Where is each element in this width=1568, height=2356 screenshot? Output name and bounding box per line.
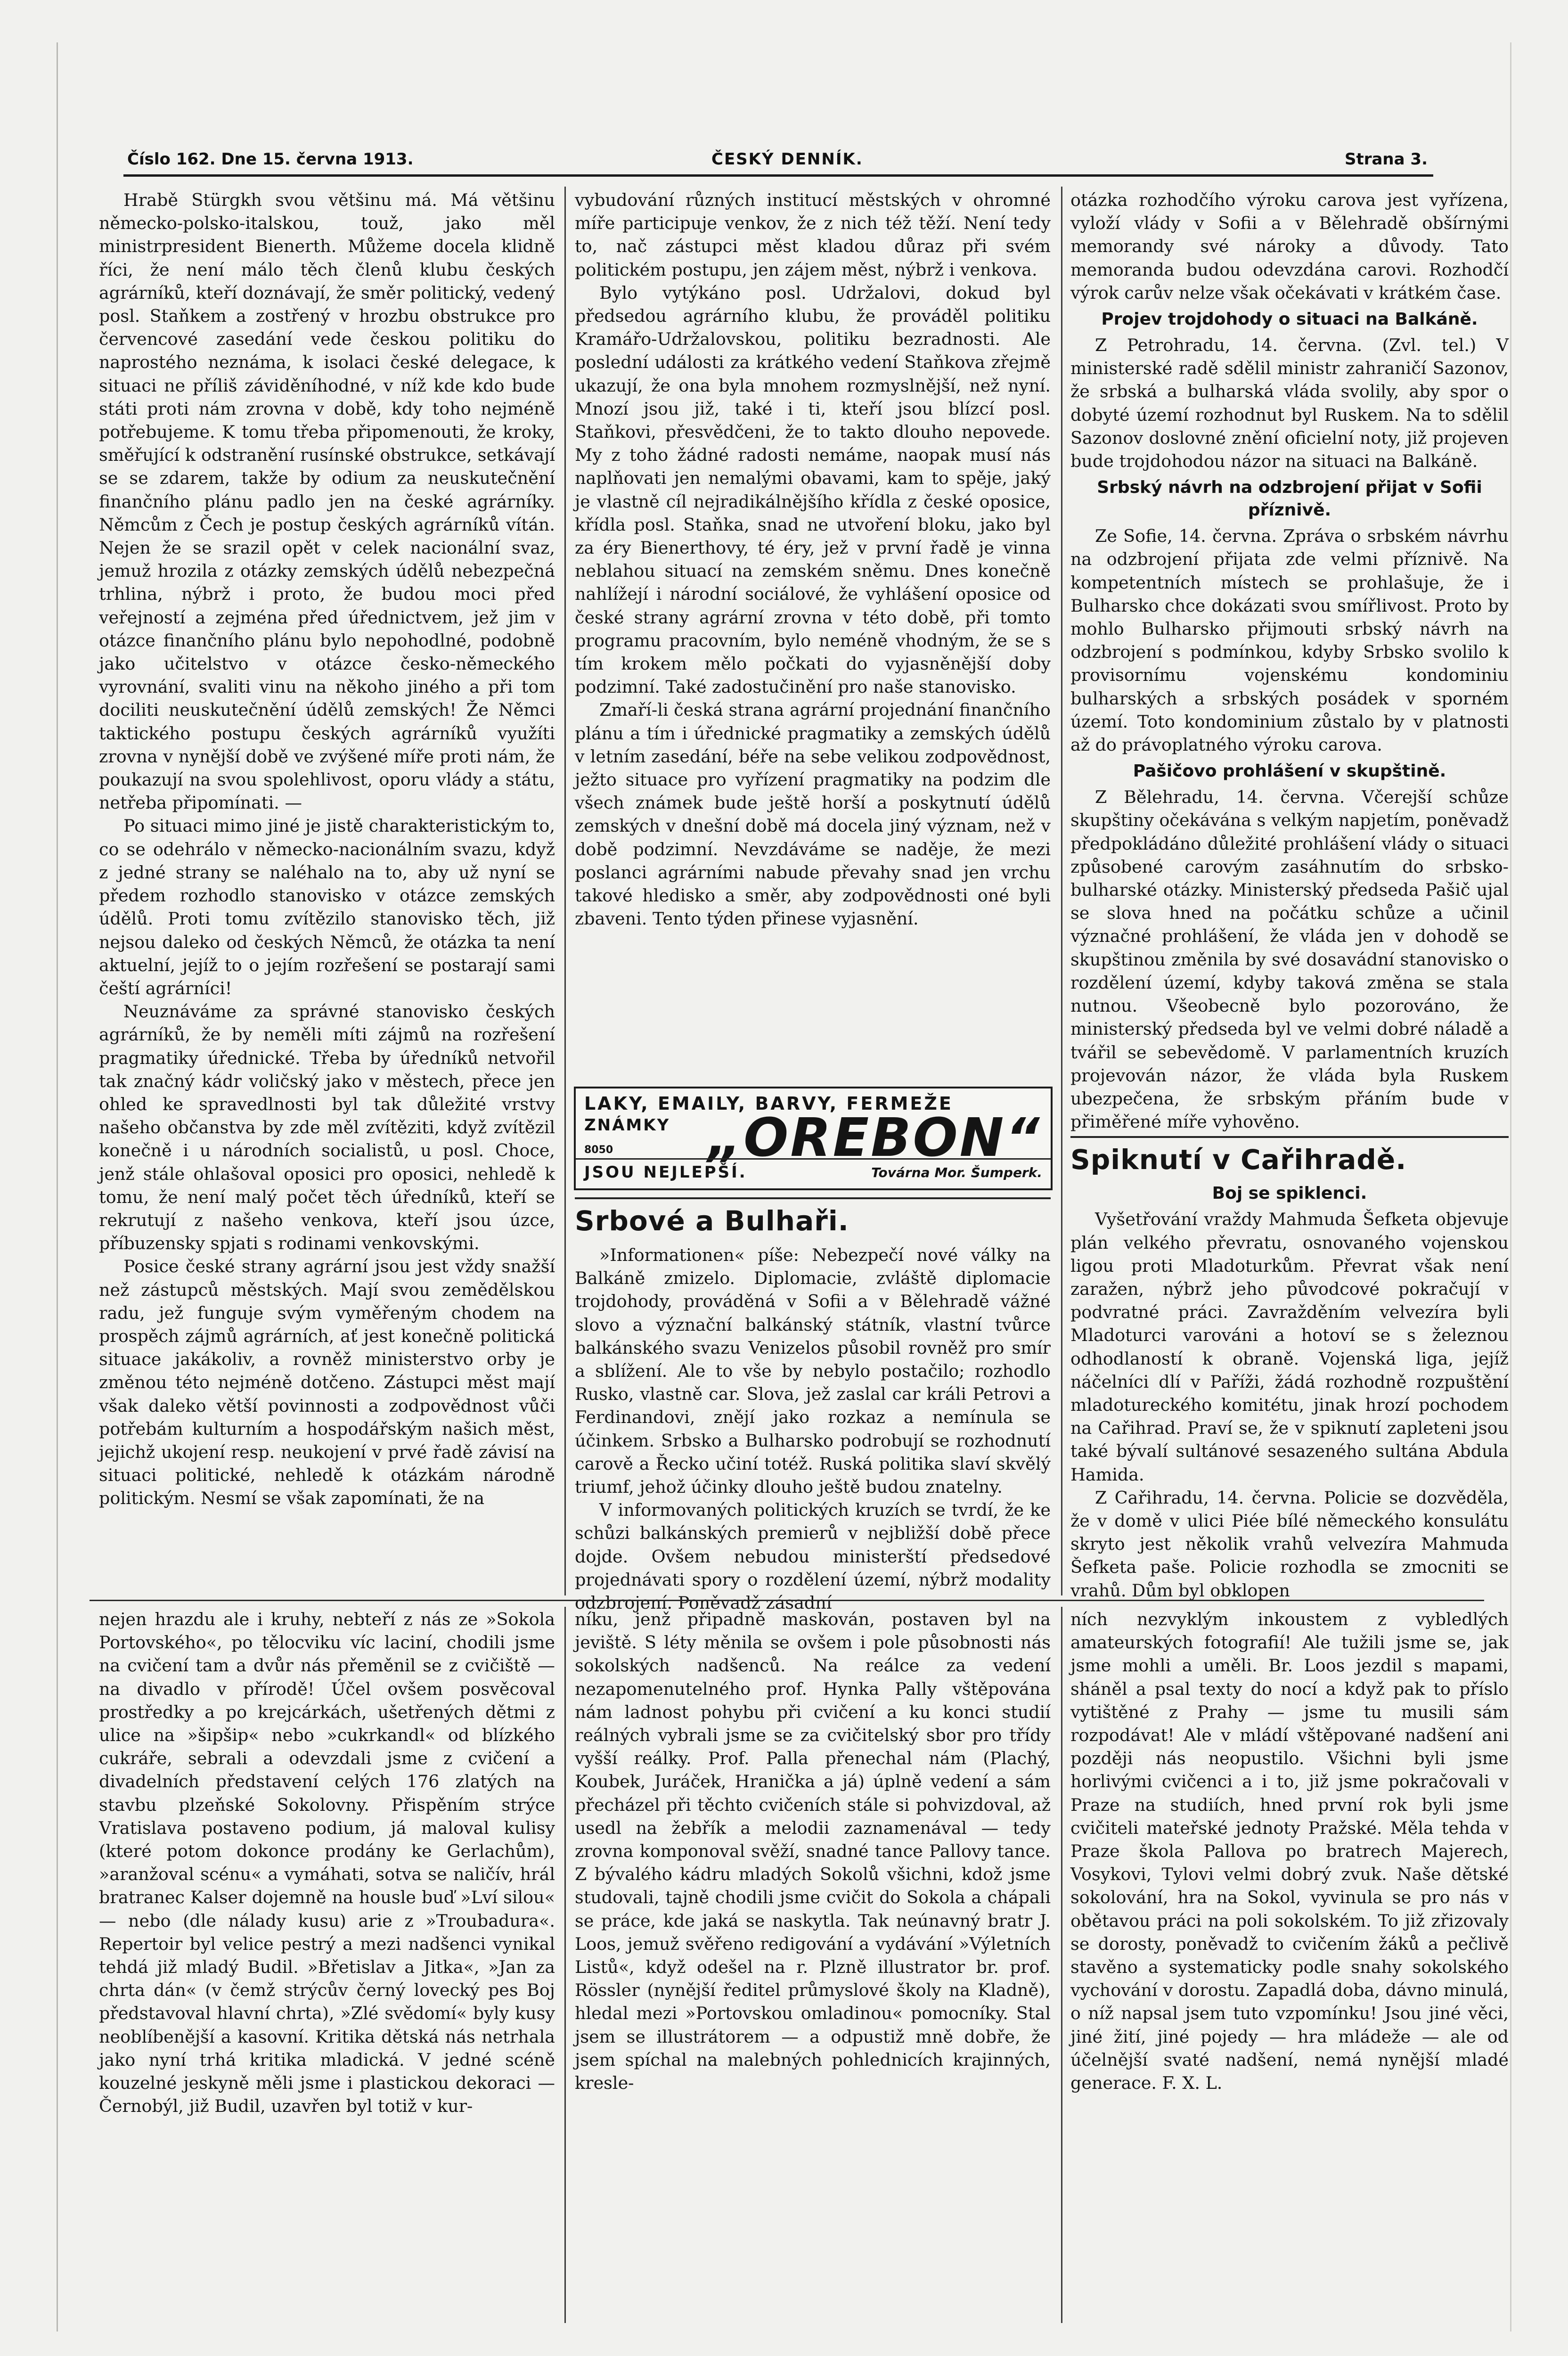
article-column-2 <box>575 188 1051 1074</box>
ad-number: 8050 <box>584 1144 613 1156</box>
ad-slogan: JSOU NEJLEPŠÍ. <box>584 1163 747 1182</box>
column-divider <box>1061 187 1062 1595</box>
column-divider <box>564 187 566 1595</box>
feuilleton-column-2 <box>575 1608 1051 2324</box>
article-paragraph: Posice české strany agrární jsou jest vždy snažší než zástupců městských. Mají svou zemědělskou radu, jež funguje svým vyměřeným chodem na prospěch zájmů agrárních, ať jest konečně politická situace jakákoliv, a rovněž ministerstvo orby je změnou této nejméně dotčeno. Zástupci měst mají však daleko větší povinnosti a zodpovědnost vůči potřebám kulturním a hospodářským našich měst, jejichž ukojení resp. neukojení v prvé řadě závisí na situaci politické, nehledě k otázkám národně politickým. Nesmí se však zapomínati, že na <box>99 1256 555 1509</box>
ad-factory: Továrna Mor. Šumperk. <box>871 1165 1042 1180</box>
article-paragraph: Z Petrohradu, 14. června. (Zvl. tel.) V ministerské radě sdělil ministr zahraničí Sazonov, že srbská a bulharská vláda svolily, aby spor o dobyté území rozhodnut byl Ruskem. Na to sdělil Sazonov doslovné znění oficielní noty, již projeven bude trojdohodou názor na situaci na Balkáně. <box>1070 335 1509 472</box>
feuilleton-column-3 <box>1070 1608 1509 2324</box>
subheading: Boj se spiklenci. <box>1212 1184 1367 1203</box>
section-heading: Srbové a Bulhaři. <box>575 1197 1051 1239</box>
ad-brand-name: „OREBON“ <box>708 1107 1042 1169</box>
article-paragraph: V informovaných politických kruzích se tvrdí, že ke schůzi balkánských premierů v nejbližší době přece dojde. Ovšem nebudou ministerští předsedové projednávati spory o rozdělení území, nýbrž modality odzbrojení. Poněvadž zásadní <box>575 1500 1051 1613</box>
feuilleton-column-1 <box>99 1608 555 2324</box>
ad-brand-label: ZNÁMKY <box>584 1116 670 1135</box>
feuilleton-paragraph: níku, jenž připadně maskován, postaven byl na jeviště. S léty měnila se ovšem i pole působnosti nás sokolských nadšenců. Na reálce za vedení nezapomenutelného prof. Hynka Pally vštěpována nám ladnost pohybu při cvičení a ku konci studií reálných vybrali jsme se za cvičitelský sbor pro třídy vyšší reálky. Prof. Palla přenechal nám (Plachý, Koubek, Juráček, Hranička a já) úplně vedení a sám přecházel při těchto cvičeních stále si pohvizdoval, až usedl na žebřík a melodii zaznamenával — tedy zrovna komponoval svěží, snadné tance Pallovy tance. Z bývalého kádru mladých Sokolů všichni, kdož jsme studovali, tajně chodili jsme cvičit do Sokola a chápali se práce, kde jaká se naskytla. Tak neúnavný bratr J. Loos, jemuž svěřeno redigování a vydávání »Výletních Listů«, když odešel na r. Plzně illustrator br. prof. Rössler (nynější ředitel průmyslové školy na Kladně), hledal mezi »Portovskou omladinou« pomocníky. Stal jsem se illustrátorem — a odpustiž mně dobře, že jsem spíchal na malebných pohlednicích krajinných, kresle- <box>575 1609 1051 2094</box>
ad-products: LAKY, EMAILY, BARVY, FERMEŽE <box>584 1093 953 1114</box>
subheading: Projev trojdohody o situaci na Balkáně. <box>1101 310 1478 329</box>
subheading: Srbský návrh na odzbrojení přijat v Sofii příznivě. <box>1097 478 1482 520</box>
article-paragraph: Hrabě Stürgkh svou většinu má. Má většinu německo-polsko-italskou, touž, jako měl ministrpresident Bienerth. Můžeme docela klidně říci, že není málo těch členů klubu českých agrárníků, kteří doznávají, že směr politický, vedený posl. Staňkem a zostřený v hrozbu obstrukce pro červencové zasedání vede českou politiku do naprostého neznáma, k isolaci české delegace, k situaci ne příliš záviděníhodné, v níž kde kdo bude státi proti nám zrovna v době, kdy toho nejméně potřebujeme. K tomu třeba připomenouti, že kroky, směřující k odstranění rusínské obstrukce, setkávají se se zdarem, takže by odium za neuskutečnění finančního plánu padlo jen na české agrárníky. Němcům z Čech je postup českých agrárníků vítán. Nejen že se srazil opět v celek nacionální svaz, jemuž hrozila z otázky zemských údělů nebezpečná trhlina, nýbrž i proto, že budou moci před veřejností a zejména před úřednictvem, jež jim v otázce finančního plánu bylo nepohodlné, podobně jako učitelstvo v otázce česko-německého vyrovnání, svaliti vinu na někoho jiného a při tom dociliti neuskutečnění údělů zemských! Že Němci taktického postupu českých agrárníků využíti zrovna v nynější době ve zvýšené míře proti nám, že poukazují na svou spolehlivost, oporu vlády a státu, netřeba připomínati. — <box>99 190 555 813</box>
orebon-advertisement <box>574 1087 1053 1190</box>
article-paragraph: vybudování různých institucí městských v ohromné míře participuje venkov, že z nich též těží. Není tedy to, nač zástupci měst kladou důraz při svém politickém postupu, jen zájem měst, nýbrž i venkova. <box>575 190 1051 280</box>
article-column-1 <box>99 188 555 1595</box>
issue-date: Číslo 162. Dne 15. června 1913. <box>127 150 414 169</box>
article-paragraph: Ze Sofie, 14. června. Zpráva o srbském návrhu na odzbrojení přijata zde velmi příznivě. Na kompetentních místech se prohlašuje, že i Bulharsko chce dokázati svou smířlivost. Proto by mohlo Bulharsko přijmouti srbský návrh na odzbrojení s podmínkou, kdyby Srbsko svolilo k provisornímu vojenskému kondominiu bulharských a srbských posádek v sporném území. Toto kondominium zůstalo by v platnosti až do právoplatného výroku carova. <box>1070 526 1509 755</box>
feuilleton-rule <box>90 1600 1484 1601</box>
article-paragraph: Neuznáváme za správné stanovisko českých agrárníků, že by neměli míti zájmů na rozřešení pragmatiky úřednické. Třeba by úředníků netvořil tak značný kádr voličský jako v městech, přece jen ohled ke spravedlnosti byl tak důležité vrstvy našeho občanstva by zde měl zvítěziti, když zvítězil konečně i u národních socialistů, u posl. Choce, jenž stále ohlašoval oposici pro oposici, nehledě k tomu, že není malý počet těch úředníků, kteří se rekrutují z našeho venkova, kteří jsou úzce, příbuzensky spjati s rodinami venkovskými. <box>99 1001 555 1254</box>
subheading: Pašičovo prohlášení v skupštině. <box>1133 761 1446 781</box>
newspaper-title: ČESKÝ DENNÍK. <box>711 150 863 169</box>
ad-divider <box>576 1158 1051 1160</box>
feuilleton-paragraph: nejen hrazdu ale i kruhy, nebteří z nás ze »Sokola Portovského«, po tělocviku víc laciní, chodili jsme na cvičení tam a dvůr nás přeměnil se z cvičiště — na divadlo v přírodě! Účel ovšem posvěcoval prostředky a po krejcárkách, ušetřených dětmi z ulice na »šipšip« nebo »cukrkandl« od blízkého cukráře, sebrali a odevzdali jsme z cvičení a divadelních představení celých 176 zlatých na stavbu plzeňské Sokolovny. Přispěním strýce Vratislava postaveno podium, já maloval kulisy (které potom dokonce prodány ke Gerlachům), »aranžoval scénu« a vymáhati, sotva se naličív, hrál bratranec Kalser dojemně na housle buď »Lví silou« — nebo (dle nálady kusu) arie z »Troubadura«. Repertoir byl velice pestrý a mezi nadšenci vynikal tehdá již mladý Budil. »Břetislav a Jitka«, »Jan za chrta dán« (v čemž strýcův černý lovecký pes Boj představoval hlavní chrta), »Zlé svědomí« byly kusy neoblíbenější a kasovní. Kritika dětská nás netrhala jako nyní trhá kritika mladická. V jedné scéně kouzelné jeskyně měli jsme i plastickou dekoraci — Černobýl, již Budil, uzavřen byl totiž v kur- <box>99 1609 555 2117</box>
article-column-2-balkans <box>575 1194 1051 1613</box>
column-divider <box>1061 1607 1062 2323</box>
column-divider <box>564 1607 566 2323</box>
article-paragraph: Z Cařihradu, 14. června. Policie se dozvěděla, že v domě v ulici Piée bílé německého konsulátu skryto jest několik vrahů velvezíra Mahmuda Šefketa paše. Policie rozhodla se zmocniti se vrahů. Dům byl obklopen <box>1070 1487 1509 1601</box>
article-paragraph: otázka rozhodčího výroku carova jest vyřízena, vyloží vlády v Sofii a v Bělehradě obšírnými memorandy své nároky a důvody. Tato memoranda budou odevzdána carovi. Rozhodčí výrok carův nelze však očekávati v krátkém čase. <box>1070 190 1509 303</box>
article-paragraph: Zmaří-li česká strana agrární projednání finančního plánu a tím i úřednické pragmatiky a zemských údělů v letním zasedání, béře na sebe velikou zodpovědnost, ježto situace pro vyřízení pragmatiky na podzim dle všech známek bude ještě horší a poskytnutí údělů zemských v dnešní době má docela jiný význam, než v době podzimní. Nevzdáváme se naděje, že mezi poslanci agrárními nabude převahy snad jen vrchu takové hledisko a směr, aby zodpovědnosti oné byli zbaveni. Tento týden přinese vyjasnění. <box>575 700 1051 929</box>
header-rule <box>123 174 1433 177</box>
article-paragraph: Z Bělehradu, 14. června. Včerejší schůze skupštiny očekávána s velkým napjetím, poněvadž předpokládáno důležité prohlášení vlády o situaci způsobené carovým zasáhnutím do srbsko-bulharské otázky. Ministerský předseda Pašič ujal se slova hned na počátku schůze a učinil význačné prohlášení, že vláda jen v dohodě se skupštinou změnila by své dosavádní stanovisko o rozdělení území, kdyby taková změna se stala nutnou. Všeobecně bylo pozorováno, že ministerský předseda byl ve velmi dobré náladě a tvářil se sebevědomě. V parlamentních kruzích projevován názor, že vláda byla Ruskem ubezpečena, že srbským přáním bude v přiměřené míře vyhověno. <box>1070 787 1509 1132</box>
article-column-3 <box>1070 188 1509 1601</box>
page-header <box>127 150 1428 178</box>
feuilleton-paragraph: ních nezvyklým inkoustem z vybledlých amateurských fotografií! Ale tužili jsme se, jak jsme mohli a uměli. Br. Loos jezdil s mapami, sháněl a psal texty do nocí a když pak to příslo vytištěné z Prahy — jsme tu musili sám rozpodávat! Ale v mládí vštěpované nadšení ani později nás neopustilo. Všichni byli jsme horlivými cvičenci a i to, již jsme pokračovali v Praze na studiích, hned první rok byli jsme cvičiteli mateřské jednoty Pražské. Měla tehda v Praze škola Pallova po bratrech Majerech, Vosykovi, Tylovi velmi dobrý zvuk. Naše dětské sokolování, hra na Sokol, vyvinula se pro nás v obětavou práci na poli sokolském. To již zřizovaly se dorosty, poněvadž to cvičením žáků a pečlivě stavěno a systematicky podle snahy sokolského vychování v dorostu. Zapadlá doba, dávno minulá, o níž napsal jsem tuto vzpomínku! Jsou jiné věci, jiné žití, jiné pojedy — hra mládeže — ale od účelnější svaté nadšení, nemá nynější mladé generace. F. X. L. <box>1070 1609 1509 2094</box>
article-paragraph: Vyšetřování vraždy Mahmuda Šefketa objevuje plán velkého převratu, osnovaného vojenskou ligou proti Mladoturkům. Převrat však není zaražen, nýbrž jeho původcové pokračují v podvratné práci. Zavražděním velvezíra byli Mladoturci varováni a hotoví se s železnou odhodlaností k obraně. Vojenská liga, jejíž náčelníci dlí v Paříži, žádá rozhodně rozpuštění mladotureckého komitétu, jinak hrozí pochodem na Cařihrad. Praví se, že v spiknutí zapleteni jsou také bývalí sultánové sesazeného sultána Abdula Hamida. <box>1070 1209 1509 1485</box>
article-paragraph: Po situaci mimo jiné je jistě charakteristickým to, co se odehrálo v německo-nacionálním svazu, když z jedné strany se naléhalo na to, aby už nyní se předem rozhodlo stanovisko v otázce zemských údělů. Proti tomu zvítězilo stanovisko těch, již nejsou daleko od českých Němců, že otázka ta není aktuelní, jejíž to o jejím rozřešení se postarají sami čeští agrárníci! <box>99 816 555 998</box>
section-heading: Spiknutí v Cařihradě. <box>1070 1136 1509 1178</box>
page-number: Strana 3. <box>1344 150 1428 169</box>
article-paragraph: »Informationen« píše: Nebezpečí nové války na Balkáně zmizelo. Diplomacie, zvláště diplomacie trojdohody, prováděná v Sofii a v Bělehradě vážné slovo a význační balkánský státník, vlastní tvůrce balkánského svazu Venizelos působil rovněž pro smír a sblížení. Ale to vše by nebylo postačilo; rozhodlo Rusko, vlastně car. Slova, jež zaslal car králi Petrovi a Ferdinandovi, znějí jako rozkaz a nemínula se účinkem. Srbsko a Bulharsko podrobují se rozhodnutí carově a Řecko učiní totéž. Ruská politika slaví skvělý triumf, jehož účinky dlouho ještě budou znatelny. <box>575 1245 1051 1497</box>
article-paragraph: Bylo vytýkáno posl. Udržalovi, dokud byl předsedou agrárního klubu, že prováděl politiku Kramářo-Udržalovskou, politiku bezradnosti. Ale poslední události za krátkého vedení Staňkova zřejmě ukazují, že ona byla mnohem rozmyslnější, než nyní. Mnozí jsou již, také i ti, kteří jsou blízcí posl. Staňkovi, přesvědčeni, že to takto dlouho nepovede. My z toho žádné radosti nemáme, naopak musí nás naplňovati jen nemalými obavami, kam to spěje, jaký je vlastně cíl nejradikálnějšího křídla z české oposice, křídla posl. Staňka, snad ne utvoření bloku, jako byl za éry Bienerthovy, té éry, jež v první řadě je vinna neblahou situací na zemském sněmu. Dnes konečně nahlížejí i národní sociálové, že vyhlášení oposice od české strany agrární zrovna v této době, při tomto programu pracovním, bylo neméně vhodným, že se s tím krokem mělo počkati do vyjasněnější doby podzimní. Také zadostučinění pro naše stanovisko. <box>575 282 1051 697</box>
